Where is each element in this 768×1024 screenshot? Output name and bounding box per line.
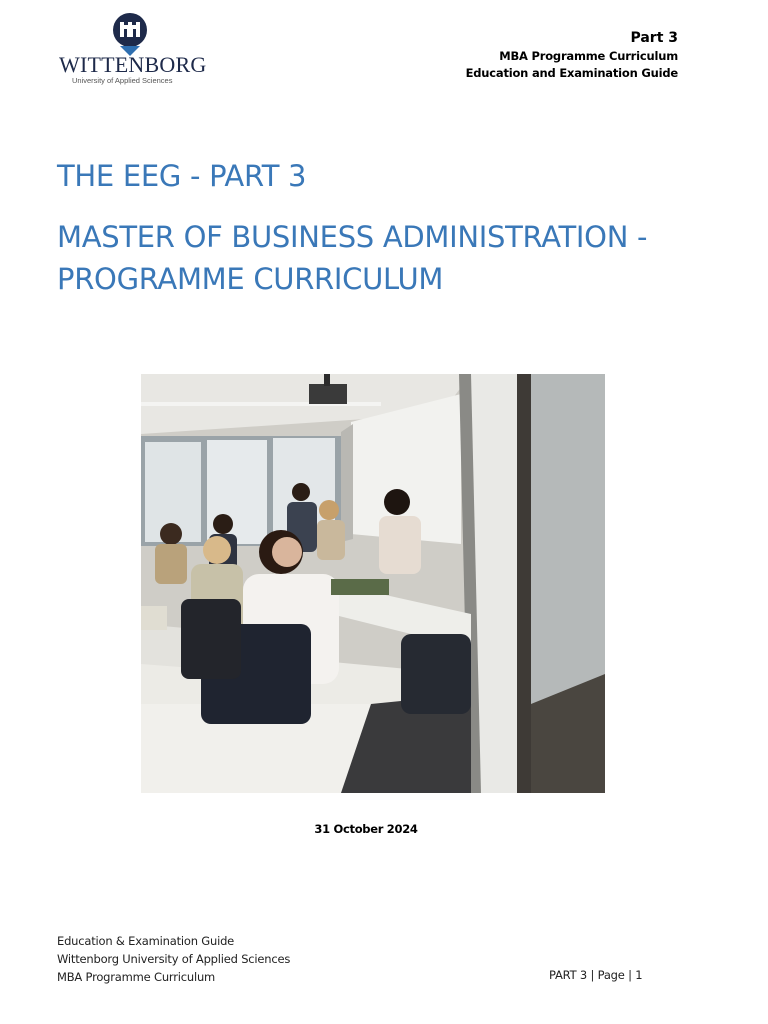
classroom-photo: [141, 374, 605, 793]
footer-guide: Education & Examination Guide: [57, 934, 235, 948]
document-title: THE EEG - PART 3: [57, 159, 307, 193]
document-subtitle: [57, 216, 647, 300]
document-date: 31 October 2024: [314, 822, 418, 836]
header-guide: Education and Examination Guide: [465, 66, 678, 80]
logo-wordmark: WITTENBORG: [59, 52, 207, 77]
footer-curriculum: MBA Programme Curriculum: [57, 970, 216, 984]
subtitle-line-2: PROGRAMME CURRICULUM: [57, 262, 444, 296]
footer-university: Wittenborg University of Applied Sciences: [57, 952, 291, 966]
classroom-illustration: [141, 374, 605, 793]
subtitle-line-1: MASTER OF BUSINESS ADMINISTRATION -: [57, 220, 648, 254]
logo-subtitle: University of Applied Sciences: [72, 76, 173, 85]
footer-page-number: PART 3 | Page | 1: [549, 968, 643, 982]
wittenborg-logo: [56, 12, 206, 86]
footer: [57, 932, 290, 986]
header-part: Part 3: [630, 30, 678, 46]
document-header: [466, 28, 678, 82]
header-curriculum: MBA Programme Curriculum: [499, 49, 678, 63]
